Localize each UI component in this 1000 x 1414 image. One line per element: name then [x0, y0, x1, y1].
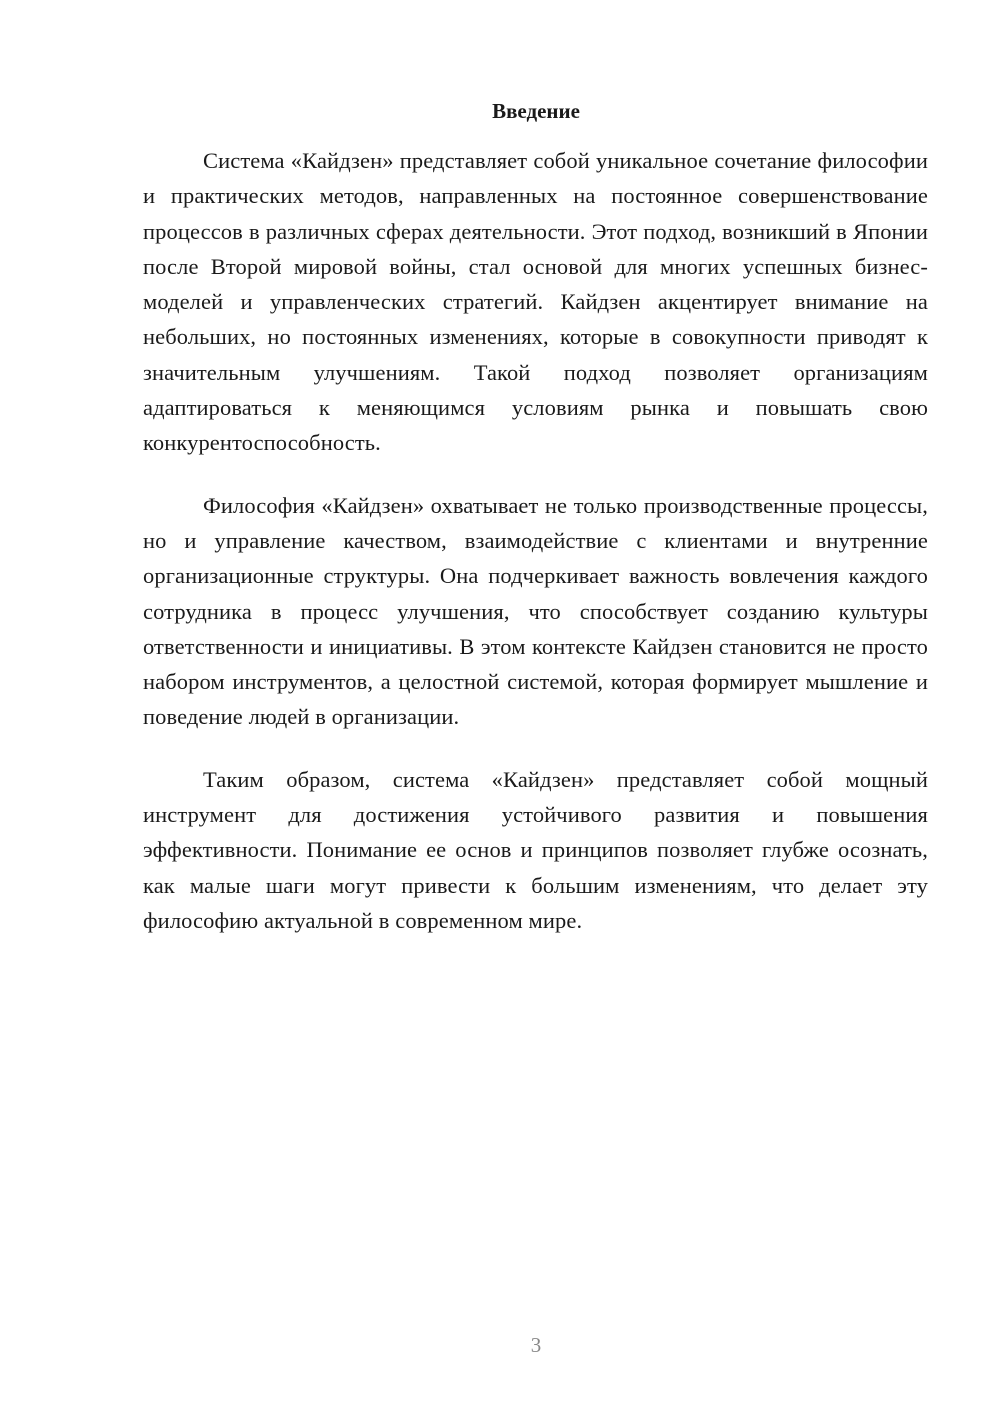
- body-text: [143, 143, 928, 965]
- paragraph-1: Система «Кайдзен» представляет собой уникальное сочетание философии и практических методов, направленных на постоянное совершенствование процессов в различных сферах деятельности. Этот подход, возникший в Японии после Второй мировой войны, стал основой для многих успешных бизнес-моделей и управленческих стратегий. Кайдзен акцентирует внимание на небольших, но постоянных изменениях, которые в совокупности приводят к значительным улучшениям. Такой подход позволяет организациям адаптироваться к меняющимся условиям рынка и повышать свою конкурентоспособность.: [143, 148, 928, 456]
- page-title: Введение: [492, 99, 580, 123]
- paragraph-2: Философия «Кайдзен» охватывает не только производственные процессы, но и управление качеством, взаимодействие с клиентами и внутренние организационные структуры. Она подчеркивает важность вовлечения каждого сотрудника в процесс улучшения, что способствует созданию культуры ответственности и инициативы. В этом контексте Кайдзен становится не просто набором инструментов, а целостной системой, которая формирует мышление и поведение людей в организации.: [143, 492, 928, 730]
- page-number: 3: [530, 1333, 542, 1357]
- paragraph-3: Таким образом, система «Кайдзен» представляет собой мощный инструмент для достижения устойчивого развития и повышения эффективности. Понимание ее основ и принципов позволяет глубже осознать, как малые шаги могут привести к большим изменениям, что делает эту философию актуальной в современном мире.: [143, 766, 928, 933]
